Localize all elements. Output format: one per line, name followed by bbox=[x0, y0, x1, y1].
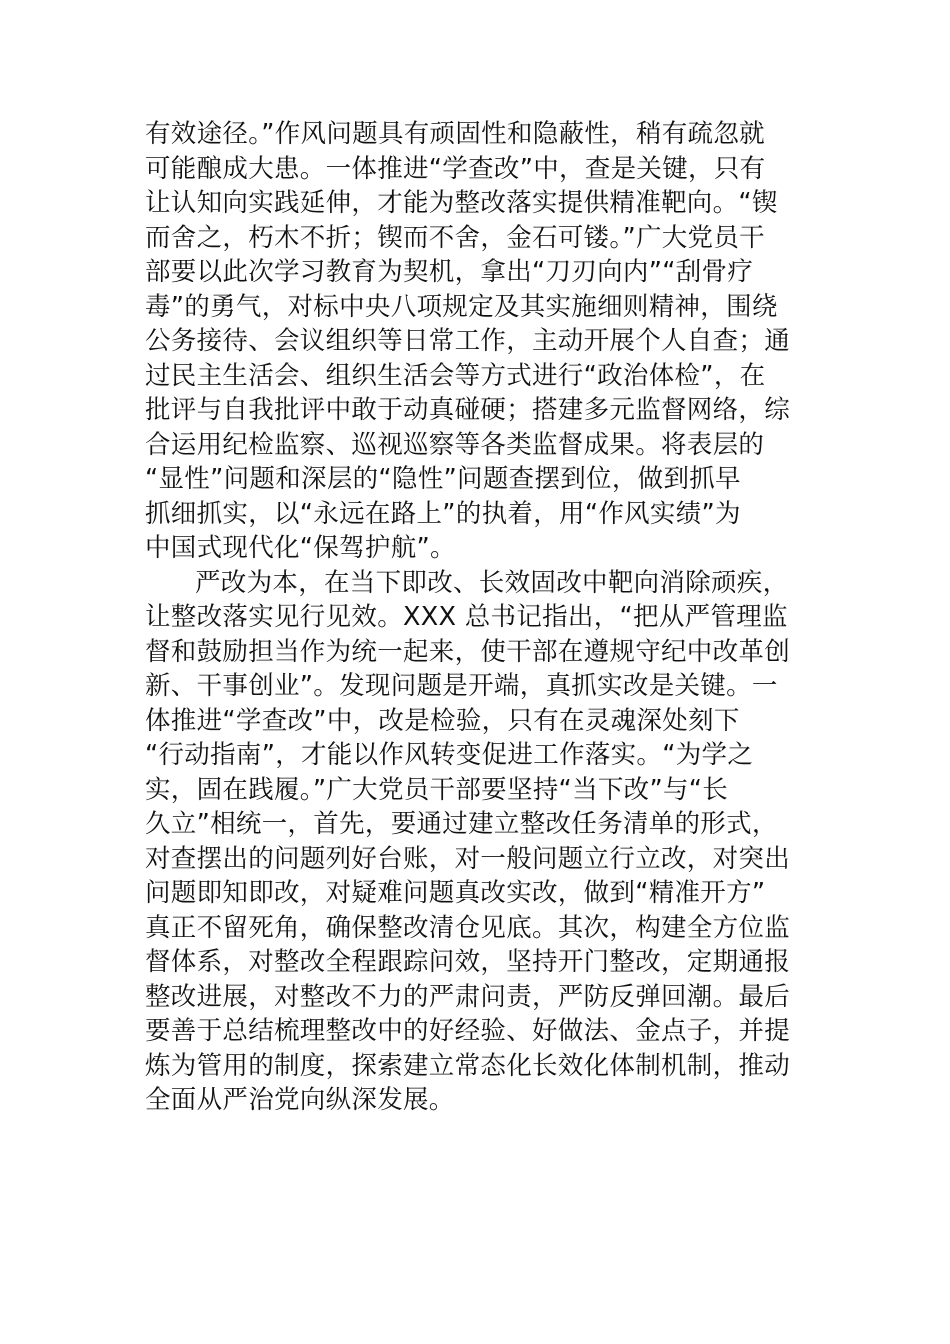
paragraph-line: 全面从严治党向纵深发展。 bbox=[145, 1085, 455, 1115]
paragraph-line: 过民主生活会、组织生活会等方式进行“政治体检”，在 bbox=[145, 360, 766, 391]
paragraph-line: 让整改落实见行见效。XXX 总书记指出，“把从严管理监 bbox=[145, 602, 788, 632]
paragraph-line: 要善于总结梳理整改中的好经验、好做法、金点子，并提 bbox=[145, 1016, 791, 1046]
paragraph-line: 对查摆出的问题列好台账，对一般问题立行立改，对突出 bbox=[145, 843, 791, 874]
document-body bbox=[145, 117, 809, 1118]
paragraph-line: 而舍之，朽木不折；锲而不舍，金石可镂。”广大党员干 bbox=[145, 222, 765, 253]
paragraph-line: 炼为管用的制度，探索建立常态化长效化体制机制，推动 bbox=[145, 1050, 791, 1081]
paragraph-line: 有效途径。”作风问题具有顽固性和隐蔽性，稍有疏忽就 bbox=[145, 119, 765, 149]
paragraph-line: 毒”的勇气，对标中央八项规定及其实施细则精神，围绕 bbox=[145, 291, 778, 322]
paragraph-line: 批评与自我批评中敢于动真碰硬；搭建多元监督网络，综 bbox=[145, 395, 791, 425]
paragraph-line: 督和鼓励担当作为统一起来，使干部在遵规守纪中改革创 bbox=[145, 636, 791, 667]
paragraph-first-line: 严改为本，在当下即改、长效固改中靶向消除顽疾， bbox=[195, 567, 789, 598]
paragraph-line: 中国式现代化“保驾护航”。 bbox=[145, 533, 456, 563]
paragraph-line: 部要以此次学习教育为契机，拿出“刀刃向内”“刮骨疗 bbox=[145, 257, 754, 287]
paragraph-line: 合运用纪检监察、巡视巡察等各类监督成果。将表层的 bbox=[145, 429, 765, 460]
paragraph-line: 可能酿成大患。一体推进“学查改”中，查是关键，只有 bbox=[145, 153, 766, 184]
paragraph-line: 公务接待、会议组织等日常工作，主动开展个人自查；通 bbox=[145, 326, 791, 356]
paragraph-line: 问题即知即改，对疑难问题真改实改，做到“精准开方” bbox=[145, 878, 766, 908]
paragraph-line: 抓细抓实，以“永远在路上”的执着，用“作风实绩”为 bbox=[145, 498, 741, 529]
paragraph-line: 新、干事创业”。发现问题是开端，真抓实改是关键。一 bbox=[145, 671, 778, 701]
paragraph-1 bbox=[145, 117, 809, 566]
paragraph-line: “显性”问题和深层的“隐性”问题查摆到位，做到抓早 bbox=[145, 464, 741, 494]
paragraph-line: 让认知向实践延伸，才能为整改落实提供精准靶向。“锲 bbox=[145, 188, 778, 218]
paragraph-line: 真正不留死角，确保整改清仓见底。其次，构建全方位监 bbox=[145, 912, 791, 943]
paragraph-line: 督体系，对整改全程跟踪问效，坚持开门整改，定期通报 bbox=[145, 947, 791, 977]
paragraph-line: 整改进展，对整改不力的严肃问责，严防反弹回潮。最后 bbox=[145, 981, 791, 1012]
paragraph-2 bbox=[145, 566, 809, 1118]
paragraph-line: 体推进“学查改”中，改是检验，只有在灵魂深处刻下 bbox=[145, 705, 740, 736]
paragraph-line: “行动指南”，才能以作风转变促进工作落实。“为学之 bbox=[145, 740, 754, 770]
paragraph-line: 实，固在践履。”广大党员干部要坚持“当下改”与“长 bbox=[145, 774, 729, 805]
paragraph-line: 久立”相统一，首先，要通过建立整改任务清单的形式， bbox=[145, 809, 778, 839]
